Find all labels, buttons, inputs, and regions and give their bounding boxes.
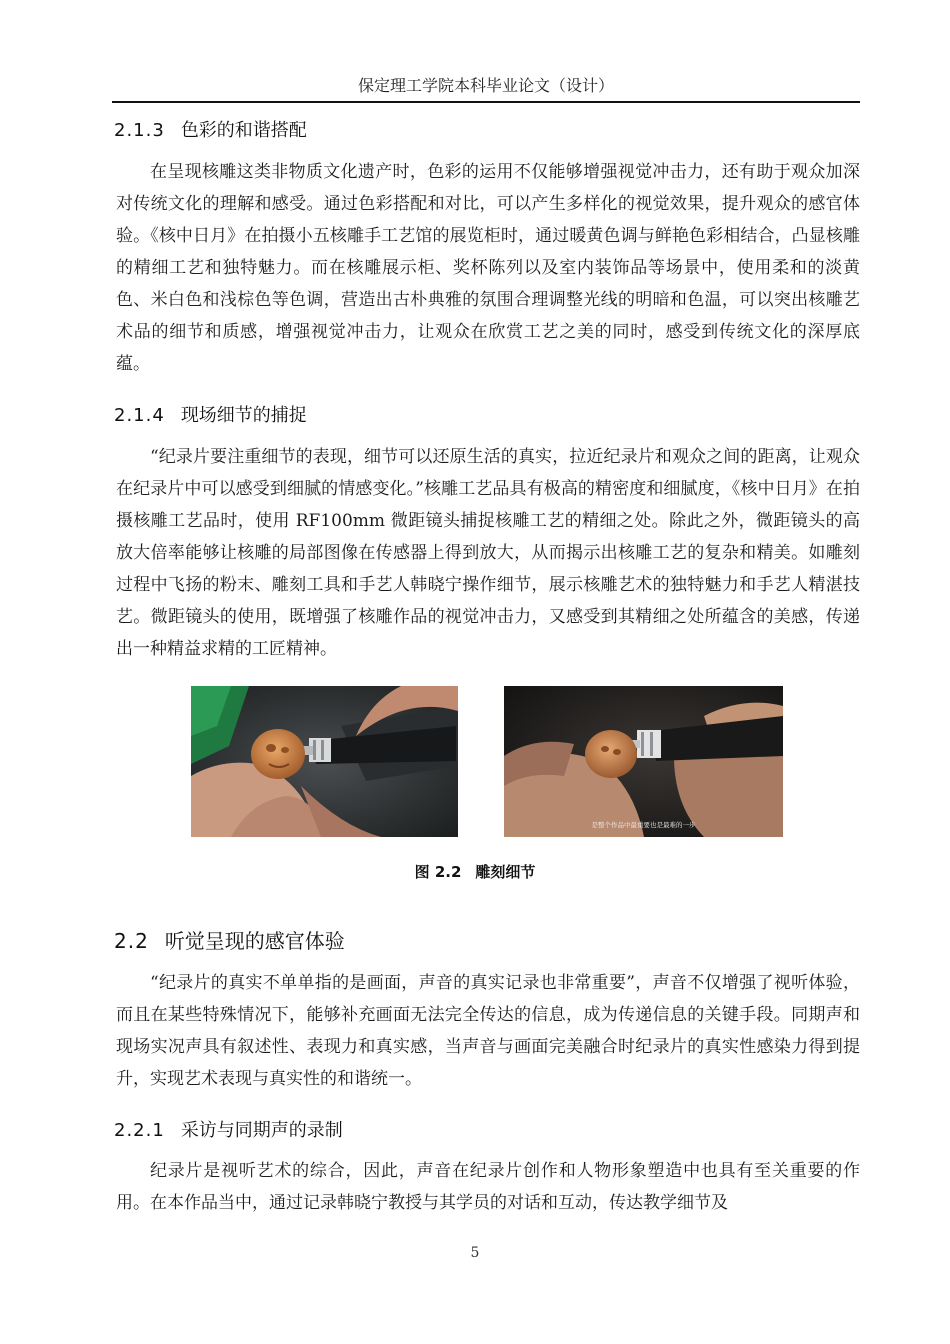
section-number: 2.2 <box>114 929 149 953</box>
video-subtitle: 是整个作品中最重要也是最难的一步 <box>591 821 696 829</box>
paragraph-interview-sound: 纪录片是视听艺术的综合，因此，声音在纪录片创作和人物形象塑造中也具有至关重要的作用。在本作品当中，通过记录韩晓宁教授与其学员的对话和互动，传达教学细节及 <box>116 1161 860 1213</box>
running-header: 保定理工学院本科毕业论文（设计） <box>357 76 614 95</box>
heading-2-2 <box>114 926 345 956</box>
section-number: 2.1.3 <box>114 120 165 141</box>
section-number: 2.1.4 <box>114 405 165 426</box>
section-title: 采访与同期声的录制 <box>180 1120 343 1141</box>
paragraph-auditory: “纪录片的真实不单单指的是画面，声音的真实记录也非常重要”，声音不仅增强了视听体验，而且在某些特殊情况下，能够补充画面无法完全传达的信息，成为传递信息的关键手段。同期声和现场实况声具有叙述性、表现力和真实感，当声音与画面完美融合时纪录片的真实性感染力得到提升，实现艺术表现与真实性的和谐统一。 <box>116 973 860 1089</box>
paragraph-detail-capture: “纪录片要注重细节的表现，细节可以还原生活的真实，拉近纪录片和观众之间的距离，让观众在纪录片中可以感受到细腻的情感变化。”核雕工艺品具有极高的精密度和细腻度，《核中日月》在拍摄核雕工艺品时，使用 RF100mm 微距镜头捕捉核雕工艺的精细之处。除此之外，微距镜头的高放大倍率能够让核雕的局部图像在传感器上得到放大，从而揭示出核雕工艺的复杂和精美。如雕刻过程中飞扬的粉末、雕刻工具和手艺人韩晓宁操作细节，展示核雕艺术的独特魅力和手艺人精湛技艺。微距镜头的使用，既增强了核雕作品的视觉冲击力，又感受到其精细之处所蕴含的美感，传递出一种精益求精的工匠精神。 <box>116 447 860 659</box>
paragraph-color-harmony: 在呈现核雕这类非物质文化遗产时，色彩的运用不仅能够增强视觉冲击力，还有助于观众加深对传统文化的理解和感受。通过色彩搭配和对比，可以产生多样化的视觉效果，提升观众的感官体验。《核中日月》在拍摄小五核雕手工艺馆的展览柜时，通过暖黄色调与鲜艳色彩相结合，凸显核雕的精细工艺和独特魅力。而在核雕展示柜、奖杯陈列以及室内装饰品等场景中，使用柔和的淡黄色、米白色和浅棕色等色调，营造出古朴典雅的氛围合理调整光线的明暗和色温，可以突出核雕艺术品的细节和质感，增强视觉冲击力，让观众在欣赏工艺之美的同时，感受到传统文化的深厚底蕴。 <box>116 162 860 374</box>
figure-title: 雕刻细节 <box>475 863 536 881</box>
page-number: 5 <box>470 1245 480 1261</box>
figure-caption <box>0 858 950 886</box>
figure-photo-right <box>504 686 783 837</box>
heading-2-1-4 <box>114 402 307 430</box>
section-title: 听觉呈现的感官体验 <box>164 929 345 953</box>
heading-2-1-3 <box>114 117 307 145</box>
section-number: 2.2.1 <box>114 1120 165 1141</box>
section-title: 现场细节的捕捉 <box>180 405 307 426</box>
carving-hands-photo-right <box>504 686 783 837</box>
section-title: 色彩的和谐搭配 <box>180 120 307 141</box>
header-rule <box>112 101 860 103</box>
carving-hands-photo-left <box>191 686 458 837</box>
figure-number: 图 2.2 <box>414 863 462 881</box>
heading-2-2-1 <box>114 1117 343 1145</box>
figure-photo-left <box>191 686 458 837</box>
